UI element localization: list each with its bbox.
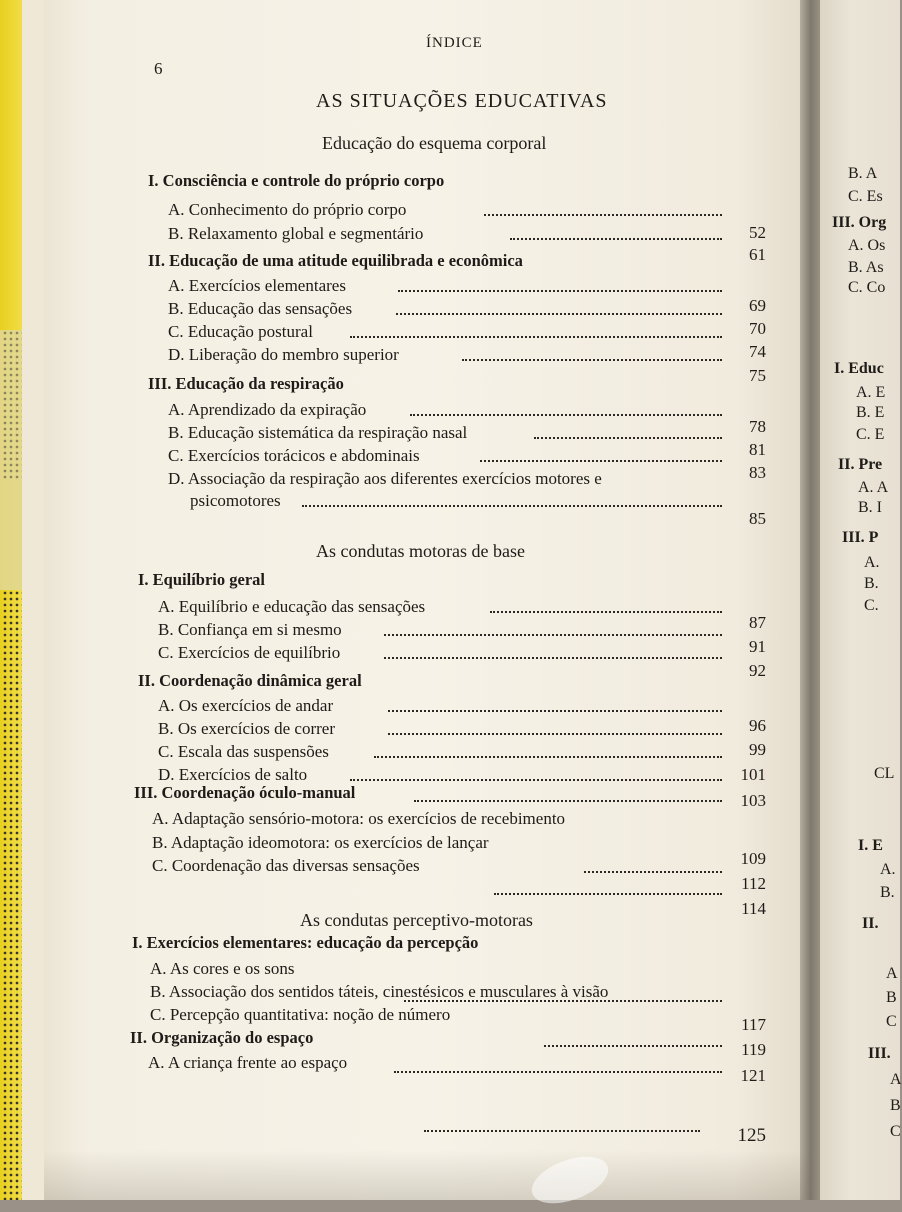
subtitle-esquema-corporal: Educação do esquema corporal: [322, 133, 547, 153]
facing-page-fragment: A. A: [858, 479, 889, 496]
section-heading: III. Coordenação óculo-manual: [134, 783, 356, 802]
facing-page-fragment: B. E: [856, 404, 885, 421]
toc-page-number: 75: [749, 366, 766, 385]
dot-leader: [494, 893, 722, 895]
toc-entry: C. Escala das suspensões: [158, 742, 329, 761]
dot-leader: [394, 1071, 722, 1073]
toc-entry: A. Os exercícios de andar: [158, 696, 334, 715]
dot-leader: [490, 611, 722, 613]
facing-page-fragment: III.: [868, 1045, 891, 1062]
toc-page-number: 109: [740, 849, 766, 868]
facing-page-fragment: A. E: [856, 384, 886, 401]
facing-page-fragment: A. Os: [848, 237, 886, 254]
facing-page-fragment: I. E: [858, 837, 883, 854]
dot-leader: [398, 290, 722, 292]
toc-page-number: 87: [749, 613, 766, 632]
toc-entry: B. Adaptação ideomotora: os exercícios de lançar: [152, 833, 489, 852]
toc-page-number: 99: [749, 740, 766, 759]
section-heading: II. Coordenação dinâmica geral: [138, 671, 362, 690]
facing-page-fragment: I. Educ: [834, 360, 884, 377]
facing-page-fragment: B.: [864, 575, 879, 592]
section-heading: II. Organização do espaço: [130, 1028, 314, 1047]
toc-entry: B. Confiança em si mesmo: [158, 620, 342, 639]
toc-entry: A. As cores e os sons: [150, 959, 295, 978]
dot-leader: [424, 1130, 700, 1132]
toc-entry: C. Exercícios torácicos e abdominais: [168, 446, 420, 465]
toc-entry: B. Associação dos sentidos táteis, cinestésicos e musculares à visão: [150, 982, 609, 1001]
section-heading: I. Consciência e controle do próprio corpo: [148, 171, 445, 190]
facing-page: [820, 0, 900, 1200]
dot-leader: [350, 336, 722, 338]
dot-leader: [584, 871, 722, 873]
facing-page-fragment: A: [890, 1071, 902, 1088]
facing-page-fragment: A: [886, 965, 898, 982]
dot-leader: [396, 313, 722, 315]
toc-entry: A. Exercícios elementares: [168, 276, 346, 295]
dot-leader: [302, 505, 722, 507]
toc-page-number: 119: [741, 1040, 766, 1059]
facing-page-fragment: B. A: [848, 165, 878, 182]
dot-leader: [544, 1045, 722, 1047]
page-header: ÍNDICE: [426, 35, 483, 51]
facing-page-fragment: B. I: [858, 499, 882, 516]
facing-page-fragment: III. Org: [832, 214, 887, 231]
toc-page-number: 52: [749, 223, 766, 242]
facing-page-fragment: CL: [874, 765, 895, 782]
dot-leader: [388, 733, 722, 735]
facing-page-fragment: C: [886, 1013, 897, 1030]
toc-entry: D. Exercícios de salto: [158, 765, 308, 784]
toc-page-number: 92: [749, 661, 766, 680]
toc-entry: A. Aprendizado da expiração: [168, 400, 367, 419]
toc-page-number: 117: [741, 1015, 766, 1034]
facing-page-fragment: C. Es: [848, 188, 883, 205]
facing-page-fragment: A.: [864, 554, 880, 571]
facing-page-fragment: A.: [880, 861, 896, 878]
toc-entry: C. Coordenação das diversas sensações: [152, 856, 420, 875]
dot-leader: [404, 1000, 722, 1002]
part-title: AS SITUAÇÕES EDUCATIVAS: [316, 90, 608, 112]
facing-page-fragment: C. E: [856, 426, 885, 443]
toc-entry: C. Educação postural: [168, 322, 313, 341]
toc-page-number: 112: [741, 874, 766, 893]
facing-page-fragment: II.: [862, 915, 879, 932]
dot-leader: [534, 437, 722, 439]
toc-page-number: 91: [749, 637, 766, 656]
toc-entry: A. Adaptação sensório-motora: os exercícios de recebimento: [152, 809, 566, 828]
section-heading: I. Equilíbrio geral: [138, 570, 265, 589]
toc-entry: psicomotores: [190, 491, 281, 510]
facing-page-fragment: B. As: [848, 259, 884, 276]
section-heading: II. Educação de uma atitude equilibrada e econômica: [148, 251, 523, 270]
page-shadow: [44, 1150, 812, 1200]
toc-page-number: 85: [749, 509, 766, 528]
dot-leader: [480, 460, 722, 462]
toc-entry: A. A criança frente ao espaço: [148, 1053, 348, 1072]
toc-page-number: 81: [749, 440, 766, 459]
dot-leader: [510, 238, 722, 240]
toc-entry: B. Os exercícios de correr: [158, 719, 336, 738]
toc-page-number: 121: [740, 1066, 766, 1085]
facing-page-fragment: C: [890, 1123, 901, 1140]
dot-leader: [484, 214, 722, 216]
dot-leader: [388, 710, 722, 712]
toc-page-number: 114: [741, 899, 766, 918]
facing-page-fragment: II. Pre: [838, 456, 883, 473]
book-page: [44, 0, 812, 1200]
dot-leader: [410, 414, 722, 416]
toc-entry: A. Conhecimento do próprio corpo: [168, 200, 407, 219]
toc-page-number: 61: [749, 245, 766, 264]
toc-page-number: 78: [749, 417, 766, 436]
toc-page-number: 69: [749, 296, 766, 315]
toc-entry: C. Exercícios de equilíbrio: [158, 643, 341, 662]
subtitle-condutas-motoras: As condutas motoras de base: [316, 541, 525, 561]
toc-entry: D. Liberação do membro superior: [168, 345, 399, 364]
toc-page-number: 70: [749, 319, 766, 338]
toc-page-number: 125: [737, 1125, 766, 1146]
dot-leader: [384, 657, 722, 659]
facing-page-fragment: C.: [864, 597, 879, 614]
subtitle-condutas-perceptivo: As condutas perceptivo-motoras: [300, 910, 533, 930]
page-number: 6: [154, 59, 163, 78]
facing-page-fragment: C. Co: [848, 279, 886, 296]
facing-page-fragment: III. P: [842, 529, 879, 546]
dot-leader: [462, 359, 722, 361]
dot-leader: [350, 779, 722, 781]
toc-entry: B. Educação das sensações: [168, 299, 353, 318]
toc-entry: B. Educação sistemática da respiração nasal: [168, 423, 468, 442]
toc-page-number: 96: [749, 716, 766, 735]
toc-entry: C. Percepção quantitativa: noção de número: [150, 1005, 451, 1024]
toc-entry: B. Relaxamento global e segmentário: [168, 224, 424, 243]
facing-page-fragment: B: [890, 1097, 901, 1114]
toc-entry: A. Equilíbrio e educação das sensações: [158, 597, 426, 616]
toc-entry: D. Associação da respiração aos diferentes exercícios motores e: [168, 469, 602, 488]
toc-page-number: 83: [749, 463, 766, 482]
dot-leader: [414, 800, 722, 802]
facing-page-fragment: B: [886, 989, 897, 1006]
toc-page-number: 74: [749, 342, 766, 361]
toc-page-number: 101: [740, 765, 766, 784]
section-heading: III. Educação da respiração: [148, 374, 344, 393]
facing-page-fragment: B.: [880, 884, 895, 901]
section-heading: I. Exercícios elementares: educação da percepção: [132, 933, 479, 952]
toc-page-number: 103: [740, 791, 766, 810]
dot-leader: [384, 634, 722, 636]
dot-leader: [374, 756, 722, 758]
